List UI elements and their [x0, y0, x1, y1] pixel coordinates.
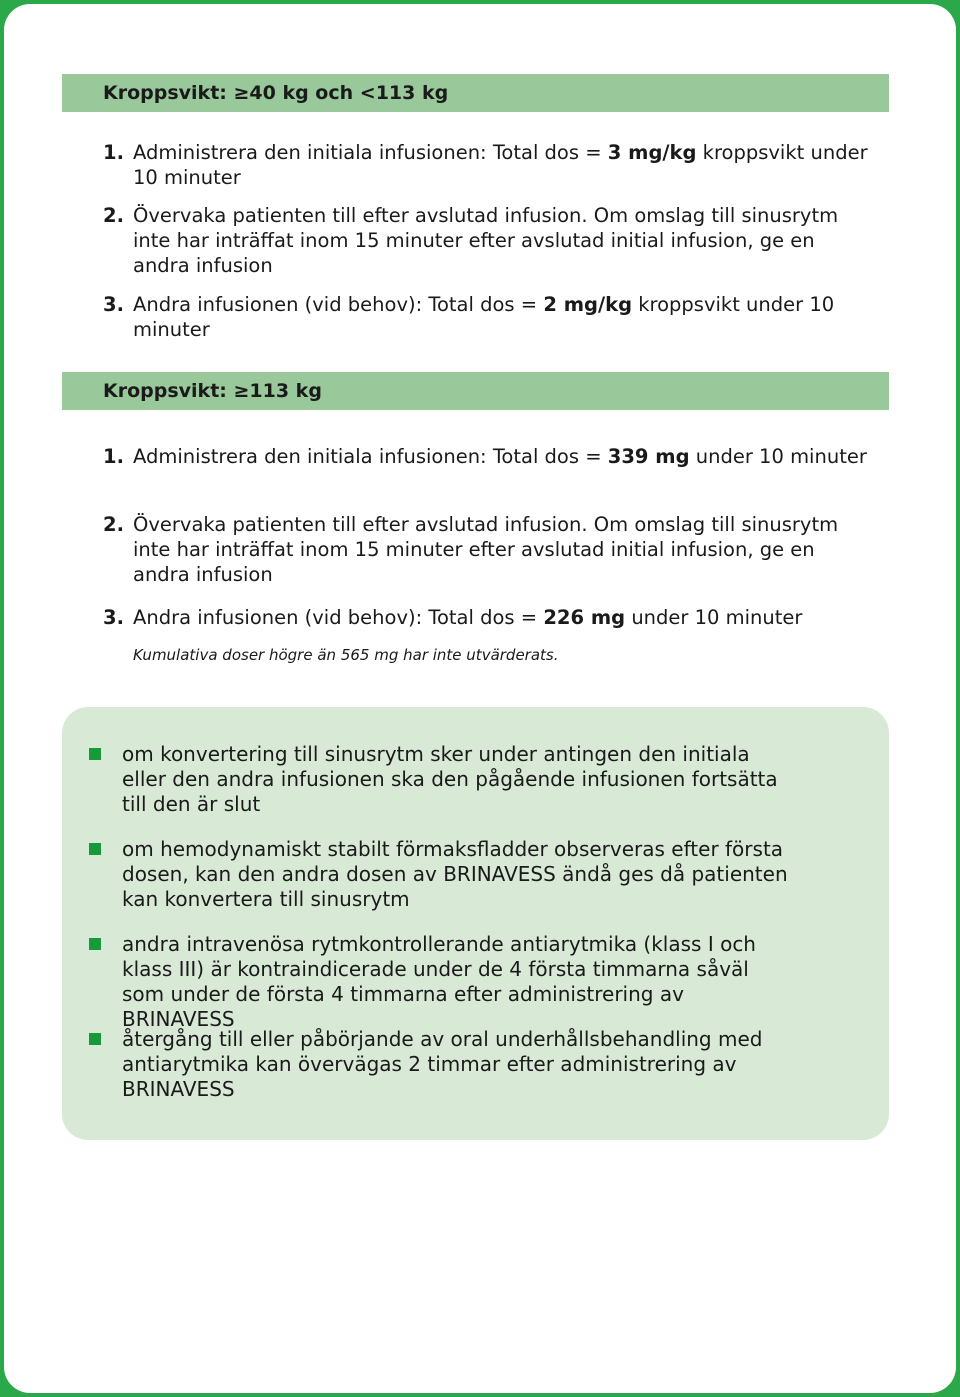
bullet-item-4 [89, 1027, 789, 1102]
bullet-text: om hemodynamiskt stabilt förmaksfladder observeras efter första dosen, kan den andra dosen av BRINAVESS ändå ges då patienten kan konvertera till sinusrytm [122, 837, 788, 911]
step-number: 3. [103, 606, 124, 629]
step-number: 2. [103, 204, 124, 227]
cumulative-dose-note: Kumulativa doser högre än 565 mg har inte utvärderats. [133, 646, 559, 664]
section1-step-3 [103, 292, 873, 342]
section-title-1: Kroppsvikt: ≥40 kg och <113 kg [103, 82, 449, 104]
bullet-square-icon [89, 1033, 101, 1045]
bullet-item-2 [89, 837, 789, 912]
section2-step-3 [103, 605, 873, 630]
step-number: 2. [103, 513, 124, 536]
bullet-square-icon [89, 938, 101, 950]
step-number: 1. [103, 141, 124, 164]
bullet-text: andra intravenösa rytmkontrollerande antiarytmika (klass I och klass III) är kontraindicerade under de 4 första timmarna såväl som under de första 4 timmarna efter administrering av BRINAVESS [122, 932, 756, 1031]
section2-step-2 [103, 512, 873, 587]
section1-step-1 [103, 140, 873, 190]
step-text: Administrera den initiala infusionen: Total dos = 3 mg/kg kroppsvikt under 10 minuter [133, 141, 868, 189]
step-text: Övervaka patienten till efter avslutad infusion. Om omslag till sinusrytm inte har inträffat inom 15 minuter efter avslutad initial infusion, ge en andra infusion [133, 513, 839, 586]
step-text: Andra infusionen (vid behov): Total dos = 2 mg/kg kroppsvikt under 10 minuter [133, 293, 835, 341]
section1-step-2 [103, 203, 873, 278]
bullet-item-3 [89, 932, 789, 1032]
step-text: Andra infusionen (vid behov): Total dos = 226 mg under 10 minuter [133, 606, 803, 629]
section2-step-1 [103, 444, 873, 469]
bullet-text: återgång till eller påbörjande av oral underhållsbehandling med antiarytmika kan övervägas 2 timmar efter administrering av BRINAVESS [122, 1027, 763, 1101]
bullet-text: om konvertering till sinusrytm sker under antingen den initiala eller den andra infusionen ska den pågående infusionen fortsätta till den är slut [122, 742, 778, 816]
bullet-square-icon [89, 843, 101, 855]
step-text: Administrera den initiala infusionen: Total dos = 339 mg under 10 minuter [133, 445, 867, 468]
section-title-2: Kroppsvikt: ≥113 kg [103, 380, 322, 402]
step-number: 1. [103, 445, 124, 468]
bullet-item-1 [89, 742, 789, 817]
bullet-square-icon [89, 748, 101, 760]
step-number: 3. [103, 293, 124, 316]
step-text: Övervaka patienten till efter avslutad infusion. Om omslag till sinusrytm inte har inträffat inom 15 minuter efter avslutad initial infusion, ge en andra infusion [133, 204, 839, 277]
